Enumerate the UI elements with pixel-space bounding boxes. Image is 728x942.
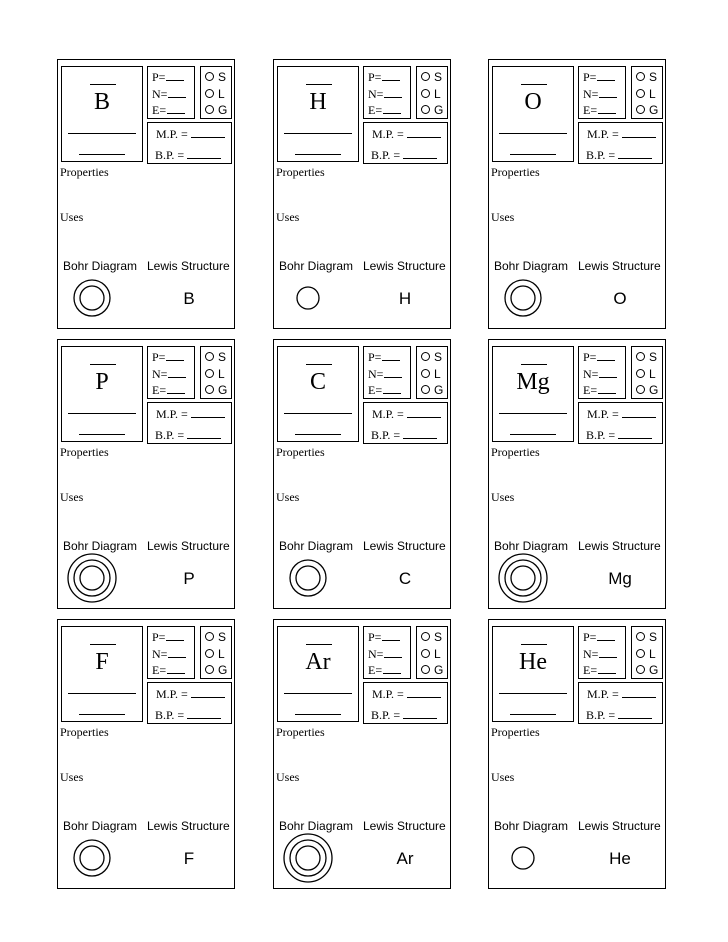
melting-boiling-box [147,122,232,164]
state-solid: S [205,630,226,644]
melting-point-row: M.P. = [156,407,225,421]
state-liquid: L [636,647,656,661]
element-symbol: F [95,649,109,675]
circle-icon [421,72,430,81]
state-solid: S [636,350,657,364]
properties-label: Properties [491,445,540,459]
bohr-diagram-label: Bohr Diagram [279,259,354,273]
melting-boiling-box [363,402,448,444]
neutrons-row: N= [583,367,617,381]
particle-count-box [363,66,411,119]
electrons-row: E= [368,663,401,677]
element-name-blank [284,413,352,414]
boiling-point-row: B.P. = [586,148,652,162]
state-gas: G [636,383,658,397]
element-card [273,339,451,609]
neutrons-row: N= [583,87,617,101]
protons-row: P= [368,630,400,644]
particle-count-box [363,346,411,399]
protons-row: P= [368,70,400,84]
state-box [200,346,232,399]
state-liquid: L [421,87,441,101]
bohr-diagram-label: Bohr Diagram [279,819,354,833]
boiling-point-row: B.P. = [155,428,221,442]
uses-label: Uses [60,210,84,224]
element-card [488,339,666,609]
element-symbol: O [524,89,542,115]
protons-row: P= [583,630,615,644]
particle-count-box [147,626,195,679]
symbol-box [492,346,574,442]
melting-point-row: M.P. = [587,687,656,701]
uses-label: Uses [276,210,300,224]
atomic-number-blank [306,84,332,85]
element-name-blank [284,133,352,134]
particle-count-box [578,66,626,119]
symbol-box [61,626,143,722]
state-box [416,66,448,119]
circle-icon [205,105,214,114]
symbol-box [492,626,574,722]
melting-boiling-box [363,682,448,724]
lewis-structure-label: Lewis Structure [363,819,446,833]
circle-icon [421,369,430,378]
circle-icon [205,665,214,674]
element-name-blank [499,693,567,694]
electrons-row: E= [152,383,185,397]
lewis-symbol: He [609,849,631,868]
melting-boiling-box [578,402,663,444]
electrons-row: E= [583,663,616,677]
electrons-row: E= [368,103,401,117]
electron-shell-ring [297,287,319,309]
circle-icon [205,385,214,394]
properties-label: Properties [276,165,325,179]
atomic-mass-blank [79,154,125,155]
boiling-point-row: B.P. = [586,708,652,722]
properties-label: Properties [491,165,540,179]
element-card [273,619,451,889]
lewis-symbol: O [613,289,627,308]
uses-label: Uses [491,210,515,224]
lewis-symbol: Ar [396,849,414,868]
state-gas: G [205,663,227,677]
atomic-mass-blank [295,714,341,715]
element-name-blank [499,133,567,134]
state-box [416,626,448,679]
particle-count-box [578,626,626,679]
neutrons-row: N= [368,647,402,661]
symbol-box [277,346,359,442]
circle-icon [636,649,645,658]
atomic-number-blank [306,644,332,645]
boiling-point-row: B.P. = [155,708,221,722]
state-gas: G [421,383,443,397]
properties-label: Properties [276,445,325,459]
particle-count-box [578,346,626,399]
uses-label: Uses [491,490,515,504]
symbol-box [277,626,359,722]
electrons-row: E= [152,103,185,117]
circle-icon [636,352,645,361]
state-box [416,346,448,399]
lewis-symbol: Mg [608,569,632,588]
melting-point-row: M.P. = [587,127,656,141]
lewis-structure-label: Lewis Structure [578,819,661,833]
lewis-symbol: C [398,569,412,588]
properties-label: Properties [60,725,109,739]
melting-point-row: M.P. = [156,127,225,141]
symbol-box [492,66,574,162]
boiling-point-row: B.P. = [371,708,437,722]
properties-label: Properties [276,725,325,739]
circle-icon [421,649,430,658]
atomic-mass-blank [510,154,556,155]
state-solid: S [636,630,657,644]
state-box [631,346,663,399]
atomic-number-blank [90,84,116,85]
circle-icon [205,369,214,378]
particle-count-box [363,626,411,679]
element-symbol: C [309,369,326,395]
melting-boiling-box [363,122,448,164]
bohr-diagram [288,558,328,598]
electron-shell-ring [512,847,534,869]
electron-shell-ring [80,846,104,870]
state-liquid: L [636,367,656,381]
properties-label: Properties [60,165,109,179]
circle-icon [421,105,430,114]
atomic-number-blank [306,364,332,365]
lewis-structure-label: Lewis Structure [578,539,661,553]
properties-label: Properties [60,445,109,459]
boiling-point-row: B.P. = [155,148,221,162]
state-gas: G [421,663,443,677]
state-gas: G [421,103,443,117]
element-card [57,339,235,609]
circle-icon [421,89,430,98]
electrons-row: E= [583,103,616,117]
electrons-row: E= [152,663,185,677]
electron-shell-ring [511,566,535,590]
melting-boiling-box [578,682,663,724]
lewis-structure-label: Lewis Structure [578,259,661,273]
state-gas: G [205,103,227,117]
atomic-mass-blank [510,434,556,435]
protons-row: P= [368,350,400,364]
element-symbol: H [309,89,327,115]
circle-icon [636,105,645,114]
melting-boiling-box [147,402,232,444]
circle-icon [636,665,645,674]
neutrons-row: N= [152,367,186,381]
electrons-row: E= [368,383,401,397]
properties-label: Properties [491,725,540,739]
uses-label: Uses [60,770,84,784]
element-card [488,619,666,889]
bohr-diagram [503,278,543,318]
bohr-diagram-label: Bohr Diagram [494,819,569,833]
state-liquid: L [636,87,656,101]
bohr-diagram [510,845,536,871]
symbol-box [61,66,143,162]
state-solid: S [421,350,442,364]
boiling-point-row: B.P. = [371,148,437,162]
electron-shell-ring [80,566,104,590]
element-symbol: He [519,649,547,675]
particle-count-box [147,346,195,399]
circle-icon [205,649,214,658]
atomic-mass-blank [295,154,341,155]
neutrons-row: N= [368,367,402,381]
circle-icon [421,385,430,394]
circle-icon [636,632,645,641]
element-name-blank [68,133,136,134]
state-box [631,66,663,119]
circle-icon [421,665,430,674]
symbol-box [277,66,359,162]
state-gas: G [205,383,227,397]
melting-boiling-box [147,682,232,724]
bohr-diagram [72,278,112,318]
neutrons-row: N= [368,87,402,101]
melting-point-row: M.P. = [156,687,225,701]
atomic-number-blank [521,364,547,365]
bohr-diagram [66,552,118,604]
element-card [488,59,666,329]
state-solid: S [421,70,442,84]
element-card [57,59,235,329]
bohr-diagram-label: Bohr Diagram [279,539,354,553]
boiling-point-row: B.P. = [586,428,652,442]
electron-shell-ring [296,846,320,870]
state-gas: G [636,663,658,677]
element-symbol: Mg [516,369,550,395]
boiling-point-row: B.P. = [371,428,437,442]
electron-shell-ring [284,834,332,882]
state-box [200,66,232,119]
state-liquid: L [205,87,225,101]
atomic-mass-blank [79,714,125,715]
melting-point-row: M.P. = [372,407,441,421]
lewis-structure-label: Lewis Structure [363,259,446,273]
uses-label: Uses [276,490,300,504]
electron-shell-ring [80,286,104,310]
element-name-blank [68,693,136,694]
atomic-mass-blank [295,434,341,435]
atomic-number-blank [90,644,116,645]
melting-boiling-box [578,122,663,164]
circle-icon [636,89,645,98]
circle-icon [205,72,214,81]
bohr-diagram [72,838,112,878]
symbol-box [61,346,143,442]
state-liquid: L [205,367,225,381]
state-liquid: L [421,367,441,381]
protons-row: P= [152,70,184,84]
electron-shell-ring [499,554,547,602]
circle-icon [205,352,214,361]
uses-label: Uses [60,490,84,504]
electrons-row: E= [583,383,616,397]
element-symbol: P [95,369,109,395]
neutrons-row: N= [152,647,186,661]
lewis-symbol: F [183,849,195,868]
state-liquid: L [421,647,441,661]
lewis-symbol: P [183,569,195,588]
state-solid: S [636,70,657,84]
bohr-diagram-label: Bohr Diagram [494,259,569,273]
state-solid: S [205,70,226,84]
lewis-structure-label: Lewis Structure [363,539,446,553]
electron-shell-ring [296,566,320,590]
state-gas: G [636,103,658,117]
state-solid: S [421,630,442,644]
melting-point-row: M.P. = [587,407,656,421]
element-symbol: B [93,89,110,115]
bohr-diagram [295,285,321,311]
uses-label: Uses [276,770,300,784]
circle-icon [205,632,214,641]
bohr-diagram-label: Bohr Diagram [63,259,138,273]
circle-icon [205,89,214,98]
lewis-structure-label: Lewis Structure [147,819,230,833]
element-name-blank [499,413,567,414]
atomic-number-blank [521,84,547,85]
lewis-structure-label: Lewis Structure [147,539,230,553]
circle-icon [421,352,430,361]
circle-icon [636,369,645,378]
state-box [200,626,232,679]
atomic-number-blank [90,364,116,365]
lewis-symbol: B [183,289,195,308]
element-name-blank [284,693,352,694]
protons-row: P= [583,70,615,84]
lewis-structure-label: Lewis Structure [147,259,230,273]
electron-shell-ring [68,554,116,602]
melting-point-row: M.P. = [372,687,441,701]
neutrons-row: N= [583,647,617,661]
bohr-diagram-label: Bohr Diagram [63,539,138,553]
state-solid: S [205,350,226,364]
lewis-symbol: H [398,289,412,308]
particle-count-box [147,66,195,119]
element-card [273,59,451,329]
protons-row: P= [583,350,615,364]
element-name-blank [68,413,136,414]
bohr-diagram-label: Bohr Diagram [494,539,569,553]
protons-row: P= [152,350,184,364]
electron-shell-ring [511,286,535,310]
state-box [631,626,663,679]
uses-label: Uses [491,770,515,784]
atomic-mass-blank [79,434,125,435]
circle-icon [636,72,645,81]
atomic-number-blank [521,644,547,645]
circle-icon [636,385,645,394]
bohr-diagram [282,832,334,884]
melting-point-row: M.P. = [372,127,441,141]
protons-row: P= [152,630,184,644]
neutrons-row: N= [152,87,186,101]
bohr-diagram-label: Bohr Diagram [63,819,138,833]
atomic-mass-blank [510,714,556,715]
state-liquid: L [205,647,225,661]
element-symbol: Ar [305,649,331,675]
element-card [57,619,235,889]
bohr-diagram [497,552,549,604]
circle-icon [421,632,430,641]
